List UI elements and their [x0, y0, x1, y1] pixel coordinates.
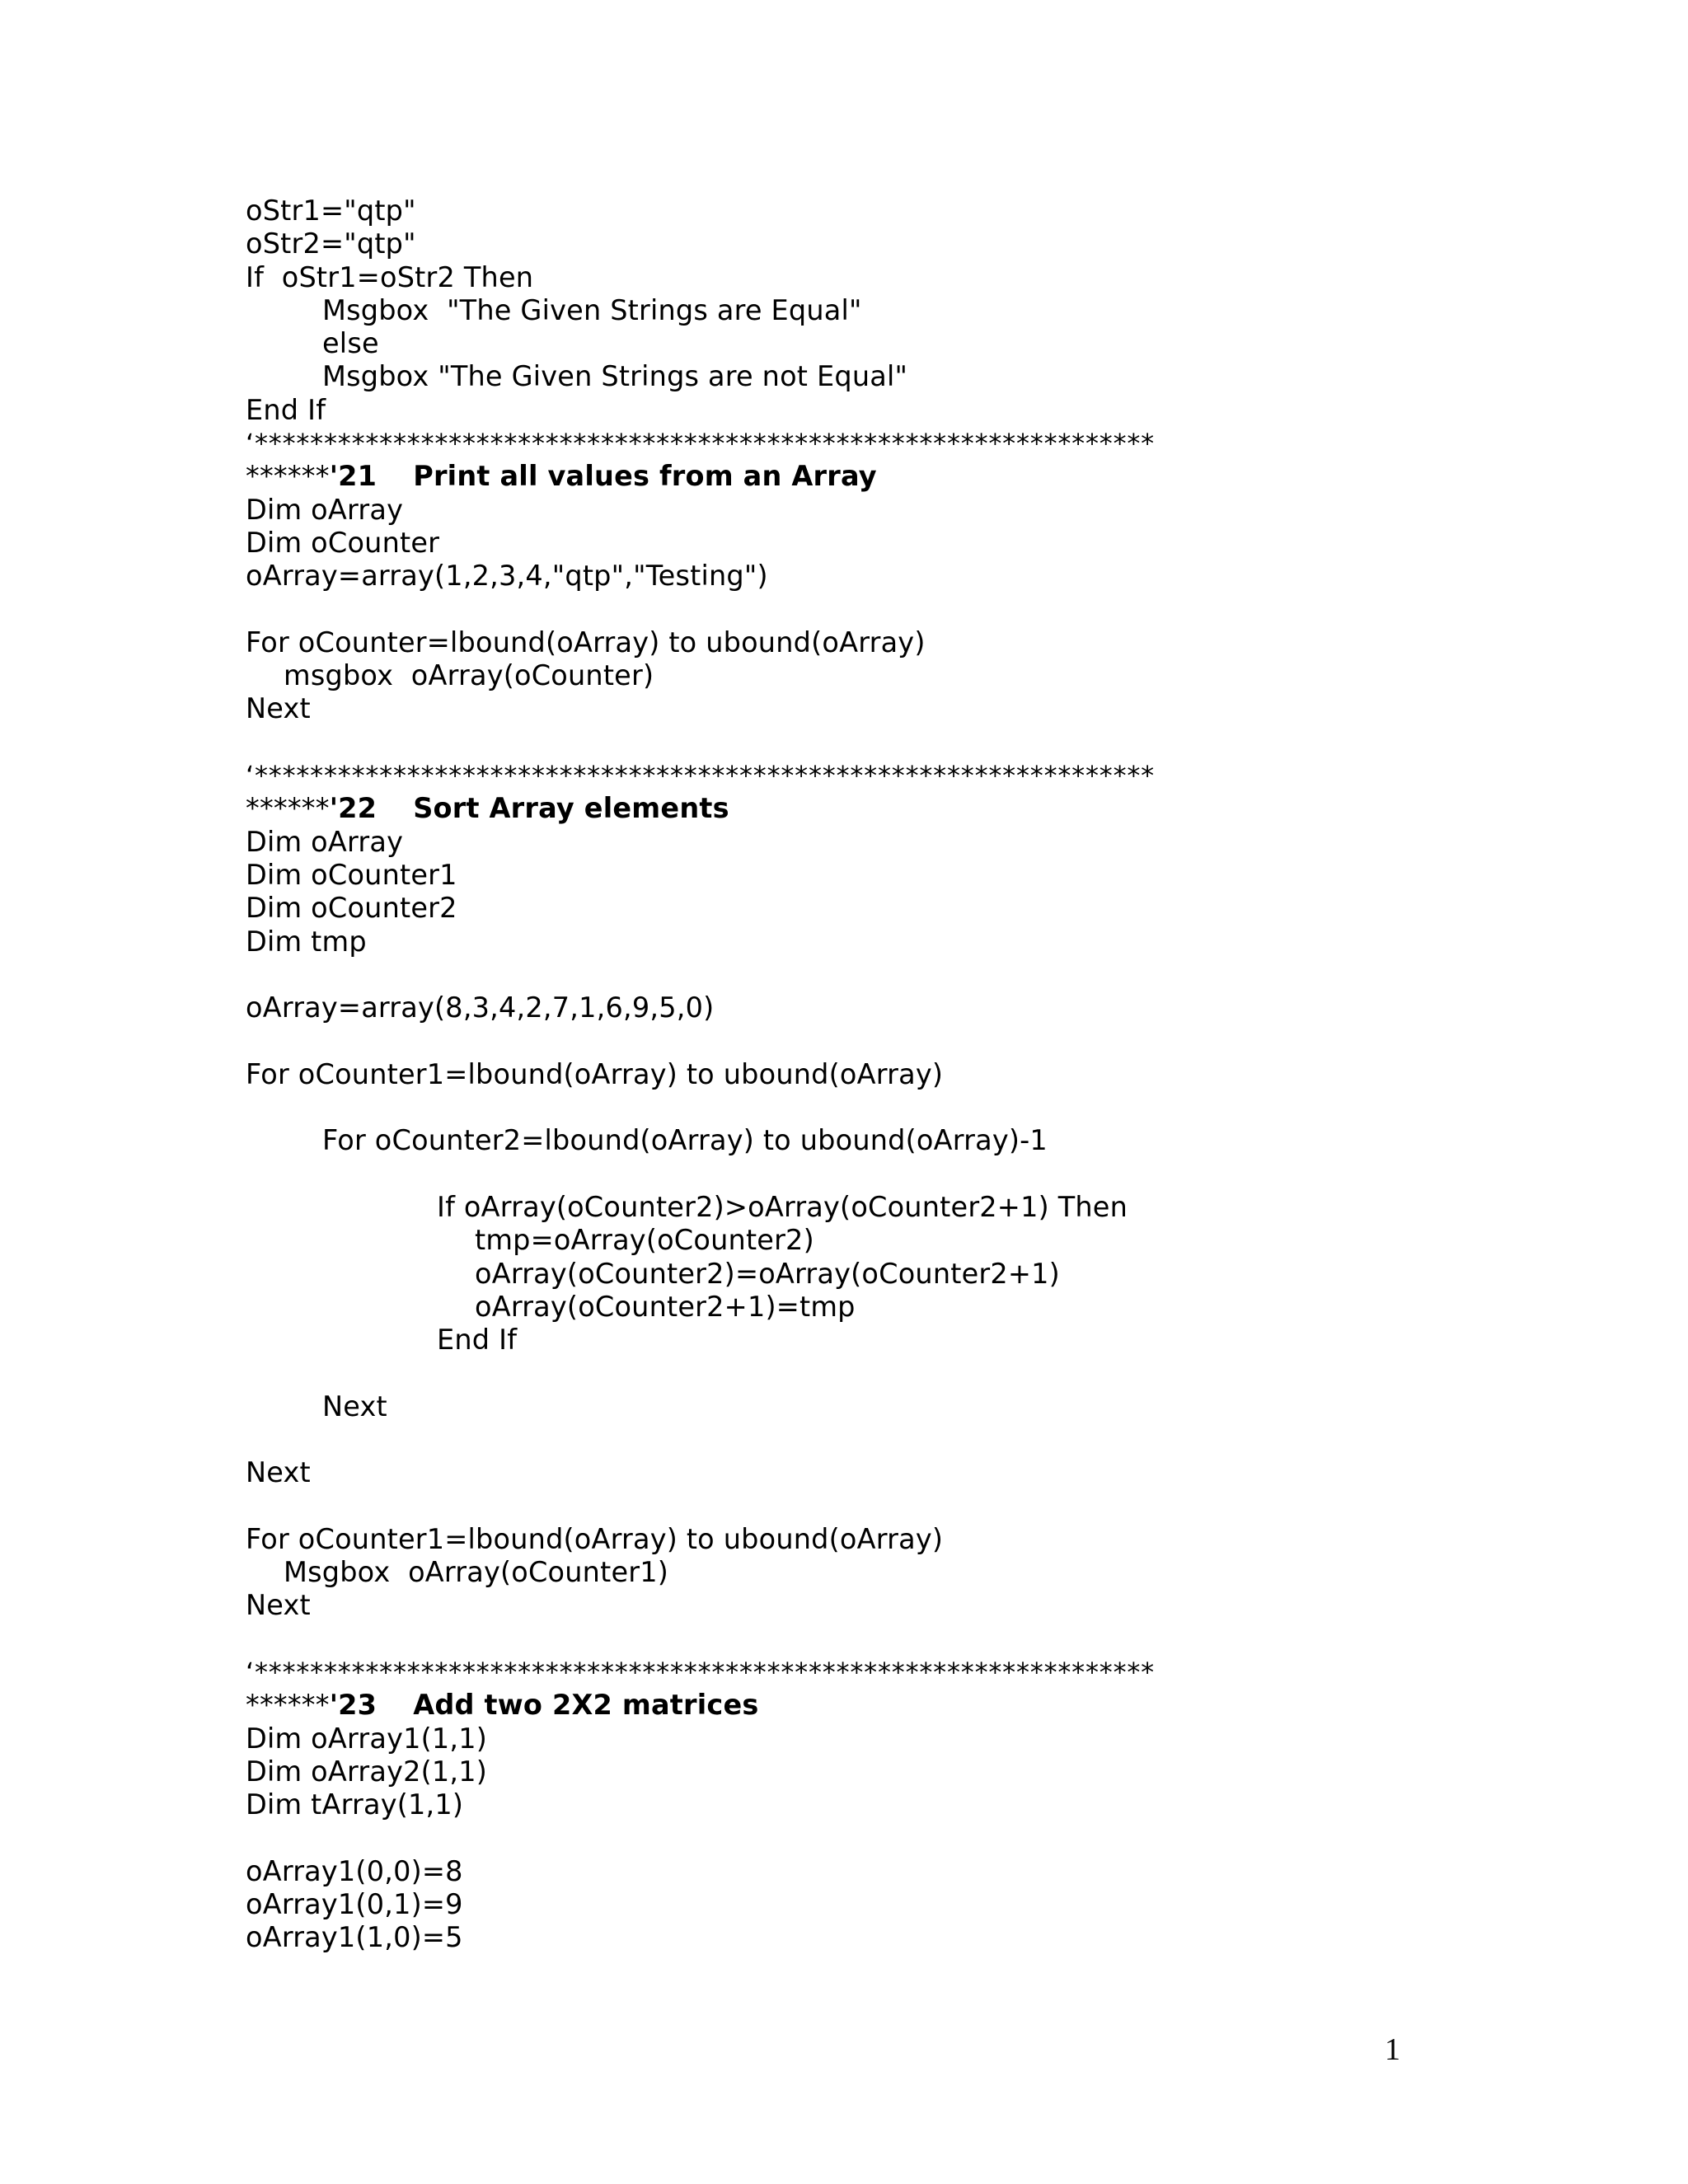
code-line: oArray=array(8,3,4,2,7,1,6,9,5,0) [246, 991, 715, 1024]
code-line: Next [246, 692, 311, 725]
separator-line: ‘***************************************************************** [246, 428, 1155, 460]
code-line: oArray1(0,1)=9 [246, 1888, 463, 1921]
code-line: End If [246, 393, 326, 426]
code-line: Dim tmp [246, 925, 367, 958]
blank-line [246, 1158, 1449, 1191]
code-line: Msgbox "The Given Strings are not Equal" [322, 360, 908, 393]
section-heading-21 [246, 460, 1449, 493]
separator-line: ‘***************************************************************** [246, 1657, 1155, 1689]
code-line: If oStr1=oStr2 Then [246, 260, 534, 293]
code-line: For oCounter2=lbound(oArray) to ubound(oArray)-1 [322, 1124, 1048, 1157]
code-line: oArray(oCounter2)=oArray(oCounter2+1) [475, 1257, 1060, 1290]
blank-line [246, 1822, 1449, 1855]
code-line: Dim tArray(1,1) [246, 1788, 464, 1821]
code-line: For oCounter=lbound(oArray) to ubound(oArray) [246, 626, 926, 658]
heading-number: '21 [329, 460, 377, 493]
code-line: End If [437, 1324, 518, 1357]
page-number: 1 [1385, 2032, 1400, 2067]
heading-number: '22 [329, 792, 377, 825]
code-line: Dim oCounter [246, 526, 440, 559]
heading-title: Print all values from an Array [413, 460, 877, 493]
code-line: Next [246, 1456, 311, 1489]
code-line: Dim oArray2(1,1) [246, 1755, 488, 1788]
code-line: Next [322, 1390, 387, 1422]
code-line: Dim oArray [246, 493, 404, 526]
blank-line [246, 1091, 1449, 1124]
code-line: Dim oArray [246, 825, 404, 858]
blank-line [246, 1623, 1449, 1656]
code-line: tmp=oArray(oCounter2) [475, 1224, 814, 1257]
code-line: oArray(oCounter2+1)=tmp [475, 1290, 856, 1323]
code-line: oArray1(1,0)=5 [246, 1921, 463, 1954]
blank-line [246, 958, 1449, 991]
code-line: oStr1="qtp" [246, 194, 416, 227]
heading-stars: ****** [246, 460, 330, 493]
separator-line: ‘***************************************************************** [246, 760, 1155, 792]
code-line: oStr2="qtp" [246, 227, 416, 260]
code-line: For oCounter1=lbound(oArray) to ubound(oArray) [246, 1057, 944, 1090]
code-line: Next [246, 1589, 311, 1622]
code-line: else [322, 327, 379, 360]
blank-line [246, 726, 1449, 759]
code-line: Dim oCounter1 [246, 858, 457, 891]
section-heading-22 [246, 792, 1449, 825]
heading-title: Sort Array elements [413, 792, 729, 825]
section-heading-23 [246, 1689, 1449, 1722]
code-line: msgbox oArray(oCounter) [284, 659, 654, 692]
code-line: If oArray(oCounter2)>oArray(oCounter2+1) Then [437, 1190, 1128, 1223]
blank-line [246, 593, 1449, 626]
blank-line [246, 1357, 1449, 1390]
code-line: Dim oCounter2 [246, 892, 457, 925]
code-line: oArray=array(1,2,3,4,"qtp","Testing") [246, 560, 768, 593]
heading-number: '23 [329, 1689, 377, 1722]
code-block [246, 194, 1449, 1955]
code-line: oArray1(0,0)=8 [246, 1854, 463, 1887]
heading-title: Add two 2X2 matrices [413, 1689, 759, 1722]
code-line: Dim oArray1(1,1) [246, 1722, 488, 1755]
code-line: Msgbox oArray(oCounter1) [284, 1556, 669, 1589]
blank-line [246, 1423, 1449, 1456]
blank-line [246, 1024, 1449, 1057]
heading-stars: ****** [246, 792, 330, 825]
heading-stars: ****** [246, 1689, 330, 1722]
code-line: For oCounter1=lbound(oArray) to ubound(oArray) [246, 1522, 944, 1555]
blank-line [246, 1490, 1449, 1523]
code-line: Msgbox "The Given Strings are Equal" [322, 293, 862, 326]
